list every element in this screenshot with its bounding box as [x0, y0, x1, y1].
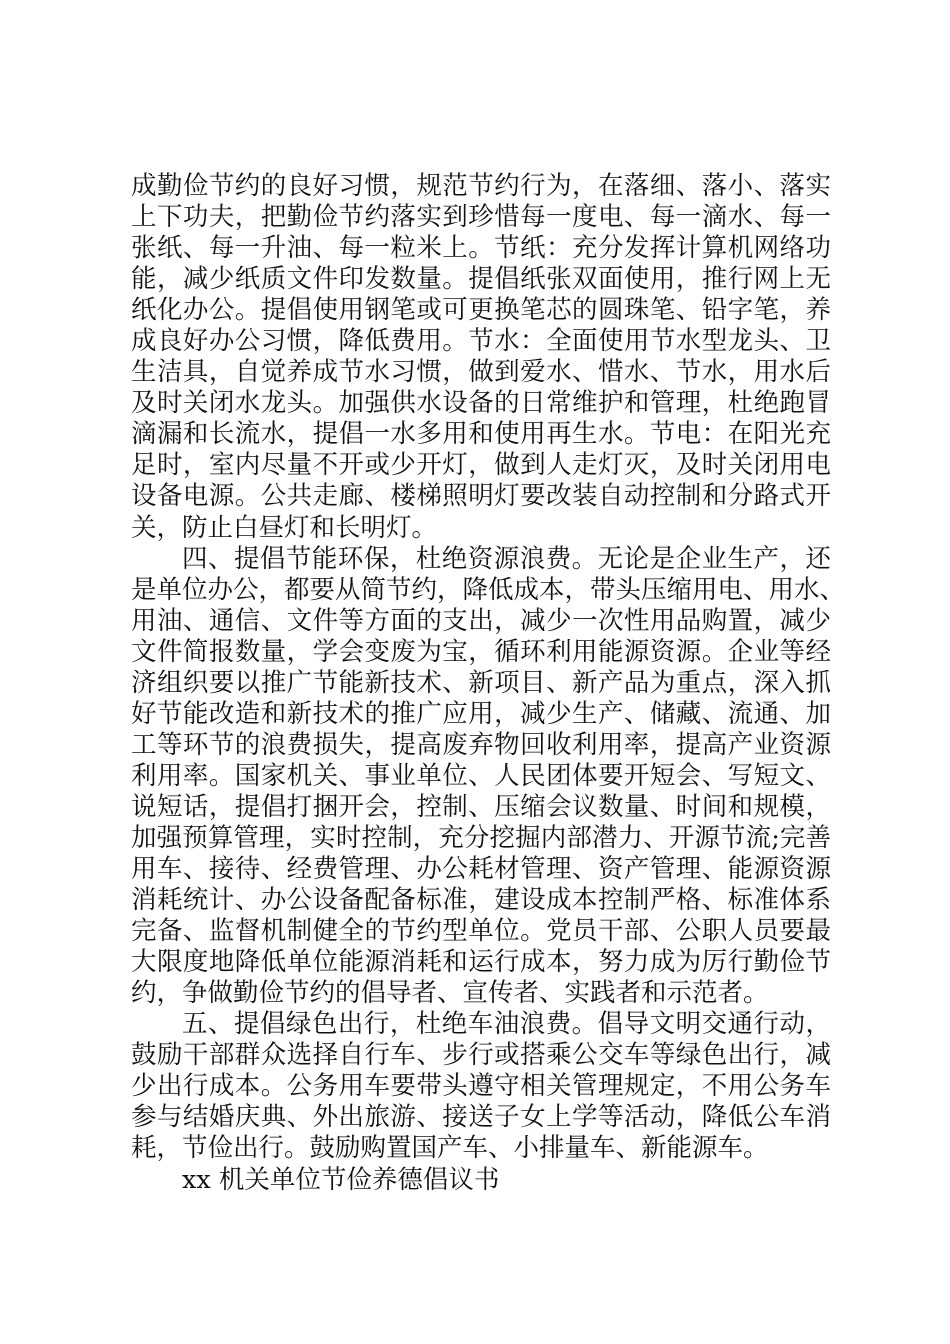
text-line: 足时，室内尽量不开或少开灯，做到人走灯灭，及时关闭用电 — [131, 450, 831, 481]
text-line: 用车、接待、经费管理、办公耗材管理、资产管理、能源资源 — [131, 854, 831, 885]
text-line: 能，减少纸质文件印发数量。提倡纸张双面使用，推行网上无 — [131, 264, 831, 295]
text-line: 工等环节的浪费损失，提高废弃物回收利用率，提高产业资源 — [131, 729, 831, 760]
text-line: 张纸、每一升油、每一粒米上。节纸：充分发挥计算机网络功 — [131, 233, 831, 264]
text-line: 纸化办公。提倡使用钢笔或可更换笔芯的圆珠笔、铅字笔，养 — [131, 295, 831, 326]
text-line: 加强预算管理，实时控制，充分挖掘内部潜力、开源节流;完善 — [131, 822, 831, 853]
text-line: 关，防止白昼灯和长明灯。 — [131, 512, 438, 543]
text-line: 设备电源。公共走廊、楼梯照明灯要改装自动控制和分路式开 — [131, 481, 831, 512]
text-line: 约，争做勤俭节约的倡导者、宣传者、实践者和示范者。 — [131, 978, 769, 1009]
text-line: 耗，节俭出行。鼓励购置国产车、小排量车、新能源车。 — [131, 1133, 769, 1164]
text-line: 参与结婚庆典、外出旅游、接送子女上学等活动，降低公车消 — [131, 1102, 831, 1133]
text-line: 滴漏和长流水，提倡一水多用和使用再生水。节电：在阳光充 — [131, 419, 831, 450]
document-body — [131, 171, 846, 1196]
document-title-line: xx 机关单位节俭养德倡议书 — [182, 1164, 500, 1195]
text-line: 成勤俭节约的良好习惯，规范节约行为，在落细、落小、落实 — [131, 171, 831, 201]
text-line: 济组织要以推广节能新技术、新项目、新产品为重点，深入抓 — [131, 667, 831, 698]
text-line: 大限度地降低单位能源消耗和运行成本，努力成为厉行勤俭节 — [131, 947, 831, 978]
text-line: 完备、监督机制健全的节约型单位。党员干部、公职人员要最 — [131, 916, 831, 947]
text-line: 少出行成本。公务用车要带头遵守相关管理规定，不用公务车 — [131, 1071, 831, 1102]
text-line: 用油、通信、文件等方面的支出，减少一次性用品购置，减少 — [131, 605, 831, 636]
text-line: 生洁具，自觉养成节水习惯，做到爱水、惜水、节水，用水后 — [131, 357, 831, 388]
text-line: 是单位办公，都要从简节约，降低成本，带头压缩用电、用水、 — [131, 574, 846, 605]
text-line: 及时关闭水龙头。加强供水设备的日常维护和管理，杜绝跑冒 — [131, 388, 831, 419]
text-line: 消耗统计、办公设备配备标准，建设成本控制严格、标准体系 — [131, 885, 831, 916]
text-line: 文件简报数量，学会变废为宝，循环利用能源资源。企业等经 — [131, 636, 831, 667]
text-line: 鼓励干部群众选择自行车、步行或搭乘公交车等绿色出行，减 — [131, 1040, 831, 1071]
section-heading-line: 五、提倡绿色出行，杜绝车油浪费。倡导文明交通行动， — [182, 1009, 831, 1040]
text-line: 成良好办公习惯，降低费用。节水：全面使用节水型龙头、卫 — [131, 326, 831, 357]
text-line: 好节能改造和新技术的推广应用，减少生产、储藏、流通、加 — [131, 698, 831, 729]
text-line: 上下功夫，把勤俭节约落实到珍惜每一度电、每一滴水、每一 — [131, 202, 831, 233]
section-heading-line: 四、提倡节能环保，杜绝资源浪费。无论是企业生产，还 — [182, 543, 831, 574]
text-line: 说短话，提倡打捆开会，控制、压缩会议数量、时间和规模， — [131, 791, 831, 822]
text-line: 利用率。国家机关、事业单位、人民团体要开短会、写短文、 — [131, 760, 831, 791]
